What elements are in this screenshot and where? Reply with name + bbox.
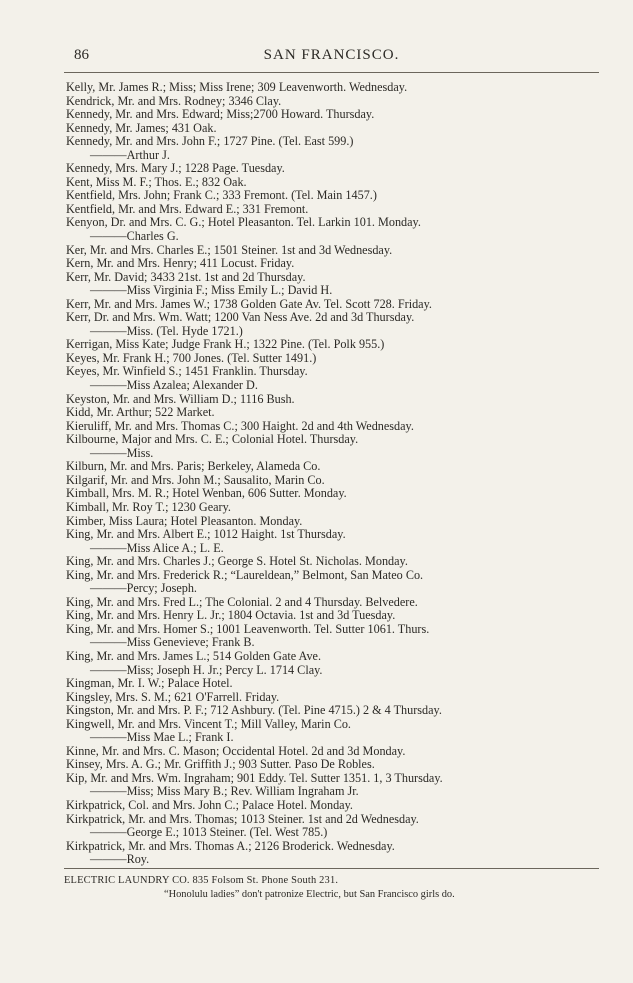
directory-entry: Kern, Mr. and Mrs. Henry; 411 Locust. Friday. bbox=[66, 257, 295, 271]
footer-slogan-line: “Honolulu ladies” don't patronize Electric, but San Francisco girls do. bbox=[164, 889, 455, 900]
directory-entry: Kilburn, Mr. and Mrs. Paris; Berkeley, Alameda Co. bbox=[66, 460, 321, 474]
directory-entry: Kip, Mr. and Mrs. Wm. Ingraham; 901 Eddy. Tel. Sutter 1351. 1, 3 Thursday. bbox=[66, 771, 443, 785]
directory-entry: Kidd, Mr. Arthur; 522 Market. bbox=[66, 406, 215, 420]
directory-entry: Kerr, Dr. and Mrs. Wm. Watt; 1200 Van Ness Ave. 2d and 3d Thursday. bbox=[66, 311, 415, 325]
directory-entry: King, Mr. and Mrs. Fred L.; The Colonial. 2 and 4 Thursday. Belvedere. bbox=[66, 595, 418, 609]
directory-entry: Kirkpatrick, Mr. and Mrs. Thomas A.; 2126 Broderick. Wednesday. bbox=[66, 839, 395, 853]
directory-subentry: ———Miss; Miss Mary B.; Rev. William Ingraham Jr. bbox=[90, 785, 359, 799]
directory-entry: Kirkpatrick, Mr. and Mrs. Thomas; 1013 Steiner. 1st and 2d Wednesday. bbox=[66, 812, 419, 826]
directory-subentry: ———Percy; Joseph. bbox=[90, 582, 197, 596]
directory-entry: Kinsey, Mrs. A. G.; Mr. Griffith J.; 903 Sutter. Paso De Robles. bbox=[66, 758, 375, 772]
directory-entry: Kennedy, Mr. and Mrs. John F.; 1727 Pine. (Tel. East 599.) bbox=[66, 135, 354, 149]
page-header bbox=[64, 47, 599, 69]
directory-subentry: ———Miss Azalea; Alexander D. bbox=[90, 379, 258, 393]
directory-entry: Kentfield, Mr. and Mrs. Edward E.; 331 Fremont. bbox=[66, 202, 309, 216]
directory-entry: Kentfield, Mrs. John; Frank C.; 333 Fremont. (Tel. Main 1457.) bbox=[66, 189, 377, 203]
directory-entry: Kinne, Mr. and Mrs. C. Mason; Occidental Hotel. 2d and 3d Monday. bbox=[66, 744, 406, 758]
directory-entry: Kilgarif, Mr. and Mrs. John M.; Sausalito, Marin Co. bbox=[66, 473, 325, 487]
page-number: 86 bbox=[74, 47, 89, 63]
directory-entry: Kirkpatrick, Col. and Mrs. John C.; Palace Hotel. Monday. bbox=[66, 798, 353, 812]
directory-subentry: ———Miss; Joseph H. Jr.; Percy L. 1714 Clay. bbox=[90, 663, 323, 677]
directory-subentry: ———George E.; 1013 Steiner. (Tel. West 785.) bbox=[90, 826, 328, 840]
directory-subentry: ———Miss Alice A.; L. E. bbox=[90, 541, 224, 555]
directory-entry: Kerr, Mr. and Mrs. James W.; 1738 Golden Gate Av. Tel. Scott 728. Friday. bbox=[66, 297, 432, 311]
directory-subentry: ———Miss Genevieve; Frank B. bbox=[90, 636, 255, 650]
directory-entry: Kimber, Miss Laura; Hotel Pleasanton. Monday. bbox=[66, 514, 303, 528]
directory-entry: Kingsley, Mrs. S. M.; 621 O'Farrell. Friday. bbox=[66, 690, 280, 704]
directory-entry: Keyes, Mr. Frank H.; 700 Jones. (Tel. Sutter 1491.) bbox=[66, 351, 317, 365]
page-title: SAN FRANCISCO. bbox=[263, 47, 400, 63]
directory-entry: King, Mr. and Mrs. Henry L. Jr.; 1804 Octavia. 1st and 3d Tuesday. bbox=[66, 609, 396, 623]
directory-entry: King, Mr. and Mrs. Homer S.; 1001 Leavenworth. Tel. Sutter 1061. Thurs. bbox=[66, 622, 430, 636]
directory-entry: Keyes, Mr. Winfield S.; 1451 Franklin. Thursday. bbox=[66, 365, 308, 379]
footer-divider bbox=[64, 868, 599, 869]
directory-entry: Kennedy, Mr. and Mrs. Edward; Miss;2700 Howard. Thursday. bbox=[66, 108, 375, 122]
directory-entry: Kendrick, Mr. and Mrs. Rodney; 3346 Clay. bbox=[66, 94, 282, 108]
directory-entry: King, Mr. and Mrs. Albert E.; 1012 Haight. 1st Thursday. bbox=[66, 528, 346, 542]
header-divider bbox=[64, 72, 599, 73]
directory-entry: King, Mr. and Mrs. James L.; 514 Golden Gate Ave. bbox=[66, 649, 321, 663]
directory-entry: Kieruliff, Mr. and Mrs. Thomas C.; 300 Haight. 2d and 4th Wednesday. bbox=[66, 419, 414, 433]
directory-entry: Kingston, Mr. and Mrs. P. F.; 712 Ashbury. (Tel. Pine 4715.) 2 & 4 Thursday. bbox=[66, 704, 442, 718]
directory-entry: King, Mr. and Mrs. Charles J.; George S. Hotel St. Nicholas. Monday. bbox=[66, 555, 408, 569]
directory-entry: Kingwell, Mr. and Mrs. Vincent T.; Mill Valley, Marin Co. bbox=[66, 717, 351, 731]
directory-entry: King, Mr. and Mrs. Frederick R.; “Laureldean,” Belmont, San Mateo Co. bbox=[66, 568, 424, 582]
directory-entry: Kingman, Mr. I. W.; Palace Hotel. bbox=[66, 677, 233, 691]
directory-subentry: ———Roy. bbox=[90, 853, 150, 867]
directory-subentry: ———Miss Mae L.; Frank I. bbox=[90, 731, 234, 745]
directory-entry: Ker, Mr. and Mrs. Charles E.; 1501 Steiner. 1st and 3d Wednesday. bbox=[66, 243, 393, 257]
directory-entry: Kerr, Mr. David; 3433 21st. 1st and 2d Thursday. bbox=[66, 270, 306, 284]
directory-entry: Kimball, Mrs. M. R.; Hotel Wenban, 606 Sutter. Monday. bbox=[66, 487, 347, 501]
directory-entry: Kelly, Mr. James R.; Miss; Miss Irene; 309 Leavenworth. Wednesday. bbox=[66, 81, 408, 94]
advertisement-footer bbox=[64, 874, 599, 902]
directory-entry: Kerrigan, Miss Kate; Judge Frank H.; 1322 Pine. (Tel. Polk 955.) bbox=[66, 338, 385, 352]
directory-subentry: ———Miss. bbox=[90, 446, 154, 460]
directory-entries bbox=[66, 81, 596, 867]
directory-entry: Kenyon, Dr. and Mrs. C. G.; Hotel Pleasanton. Tel. Larkin 101. Monday. bbox=[66, 216, 421, 230]
directory-entry: Kennedy, Mrs. Mary J.; 1228 Page. Tuesday. bbox=[66, 162, 285, 176]
footer-ad-line: ELECTRIC LAUNDRY CO. 835 Folsom St. Phone South 231. bbox=[64, 875, 339, 886]
directory-entry: Kimball, Mr. Roy T.; 1230 Geary. bbox=[66, 500, 231, 514]
directory-entry: Kennedy, Mr. James; 431 Oak. bbox=[66, 121, 217, 135]
directory-entry: Kilbourne, Major and Mrs. C. E.; Colonial Hotel. Thursday. bbox=[66, 433, 359, 447]
directory-entry: Kent, Miss M. F.; Thos. E.; 832 Oak. bbox=[66, 175, 247, 189]
directory-subentry: ———Charles G. bbox=[90, 230, 179, 244]
directory-subentry: ———Miss Virginia F.; Miss Emily L.; David H. bbox=[90, 284, 333, 298]
directory-entry: Keyston, Mr. and Mrs. William D.; 1116 Bush. bbox=[66, 392, 295, 406]
directory-subentry: ———Miss. (Tel. Hyde 1721.) bbox=[90, 324, 243, 338]
directory-subentry: ———Arthur J. bbox=[90, 148, 170, 162]
